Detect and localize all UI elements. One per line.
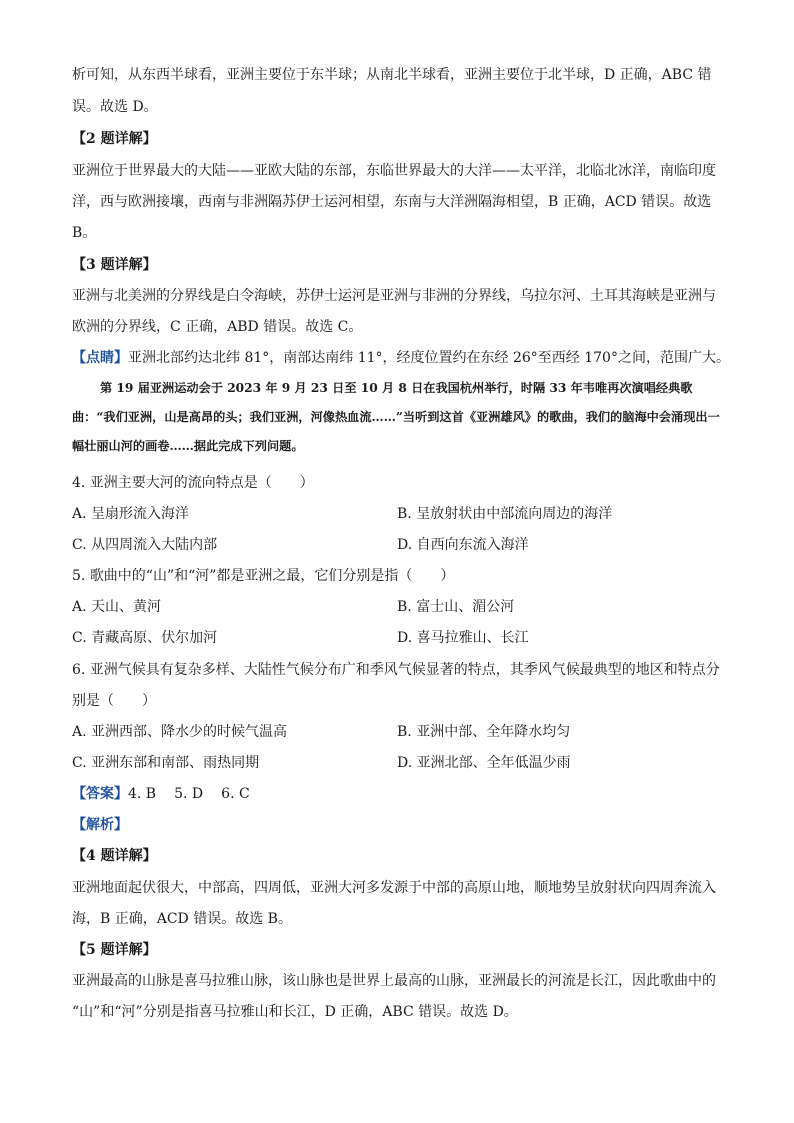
detail-3-line-2: 欧洲的分界线，C 正确，ABD 错误。故选 C。 xyxy=(72,319,363,335)
answer-label: 【答案】 xyxy=(72,786,128,802)
question-6-stem-line-1: 6. 亚洲气候具有复杂多样、大陆性气候分布广和季风气候显著的特点，其季风气候最典型的地区和特点分 xyxy=(72,662,720,678)
detail-5-line-2: “山”和“河”分别是指喜马拉雅山和长江，D 正确，ABC 错误。故选 D。 xyxy=(72,1004,518,1020)
question-4-option-a: A. 呈扇形流入海洋 xyxy=(72,506,190,522)
reading-passage: 第 19 届亚洲运动会于 2023 年 9 月 23 日至 10 月 8 日在我国杭州举行，时隔 33 年韦唯再次演唱经典歌曲：“我们亚洲，山是高昂的头；我们亚洲，河像热血流……”当听到这首《亚洲雄风》的歌曲，我们的脑海中会涌现出一幅壮丽山河的画卷……据此完成下列问题。 xyxy=(72,381,720,453)
detail-2-line-2: 洋，西与欧洲接壤，西南与非洲隔苏伊士运河相望，东南与大洋洲隔海相望，B 正确，ACD 错误。故选 xyxy=(72,194,712,210)
detail-2-line-3: B。 xyxy=(72,225,97,241)
dianjing-text: 亚洲北部约达北纬 81°，南部达南纬 11°，经度位置约在东经 26°至西经 170°之间，范围广大。 xyxy=(128,350,730,366)
question-5-option-d: D. 喜马拉雅山、长江 xyxy=(397,630,529,646)
dianjing-label: 【点睛】 xyxy=(72,350,128,366)
answer-item: 6. C xyxy=(221,786,250,802)
question-6-stem-line-2: 别是（ ） xyxy=(72,693,156,709)
prev-solution-line-2: 误。故选 D。 xyxy=(72,99,158,115)
answer-item: 5. D xyxy=(174,786,204,802)
detail-5-line-1: 亚洲最高的山脉是喜马拉雅山脉，该山脉也是世界上最高的山脉，亚洲最长的河流是长江，因此歌曲中的 xyxy=(72,973,716,989)
detail-2-line-1: 亚洲位于世界最大的大陆——亚欧大陆的东部，东临世界最大的大洋——太平洋，北临北冰洋，南临印度 xyxy=(72,163,716,179)
detail-4-line-1: 亚洲地面起伏很大，中部高，四周低，亚洲大河多发源于中部的高原山地，顺地势呈放射状向四周奔流入 xyxy=(72,880,716,896)
detail-3-heading: 【3 题详解】 xyxy=(72,257,157,273)
detail-3-line-1: 亚洲与北美洲的分界线是白令海峡，苏伊士运河是亚洲与非洲的分界线，乌拉尔河、土耳其海峡是亚洲与 xyxy=(72,288,716,304)
question-4-option-c: C. 从四周流入大陆内部 xyxy=(72,537,218,553)
dianjing-note xyxy=(72,348,730,368)
detail-2-heading: 【2 题详解】 xyxy=(72,131,157,147)
detail-5-heading: 【5 题详解】 xyxy=(72,942,157,958)
question-4-option-b: B. 呈放射状由中部流向周边的海洋 xyxy=(397,506,613,522)
question-4-stem: 4. 亚洲主要大河的流向特点是（ ） xyxy=(72,475,314,491)
question-6-option-d: D. 亚洲北部、全年低温少雨 xyxy=(397,755,571,771)
analysis-label: 【解析】 xyxy=(72,817,128,833)
prev-solution-line-1: 析可知，从东西半球看，亚洲主要位于东半球；从南北半球看，亚洲主要位于北半球，D 正确，ABC 错 xyxy=(72,67,712,83)
question-6-option-c: C. 亚洲东部和南部、雨热同期 xyxy=(72,755,260,771)
question-5-option-a: A. 天山、黄河 xyxy=(72,599,162,615)
question-5-option-b: B. 富士山、湄公河 xyxy=(397,599,515,615)
question-6-option-a: A. 亚洲西部、降水少的时候气温高 xyxy=(72,724,288,740)
question-4-option-d: D. 自西向东流入海洋 xyxy=(397,537,529,553)
question-6-option-b: B. 亚洲中部、全年降水均匀 xyxy=(397,724,571,740)
question-5-option-c: C. 青藏高原、伏尔加河 xyxy=(72,630,218,646)
detail-4-line-2: 海，B 正确，ACD 错误。故选 B。 xyxy=(72,911,292,927)
answer-row xyxy=(72,784,722,804)
detail-4-heading: 【4 题详解】 xyxy=(72,848,157,864)
question-5-stem: 5. 歌曲中的“山”和“河”都是亚洲之最，它们分别是指（ ） xyxy=(72,568,455,584)
answer-item: 4. B xyxy=(128,786,157,802)
